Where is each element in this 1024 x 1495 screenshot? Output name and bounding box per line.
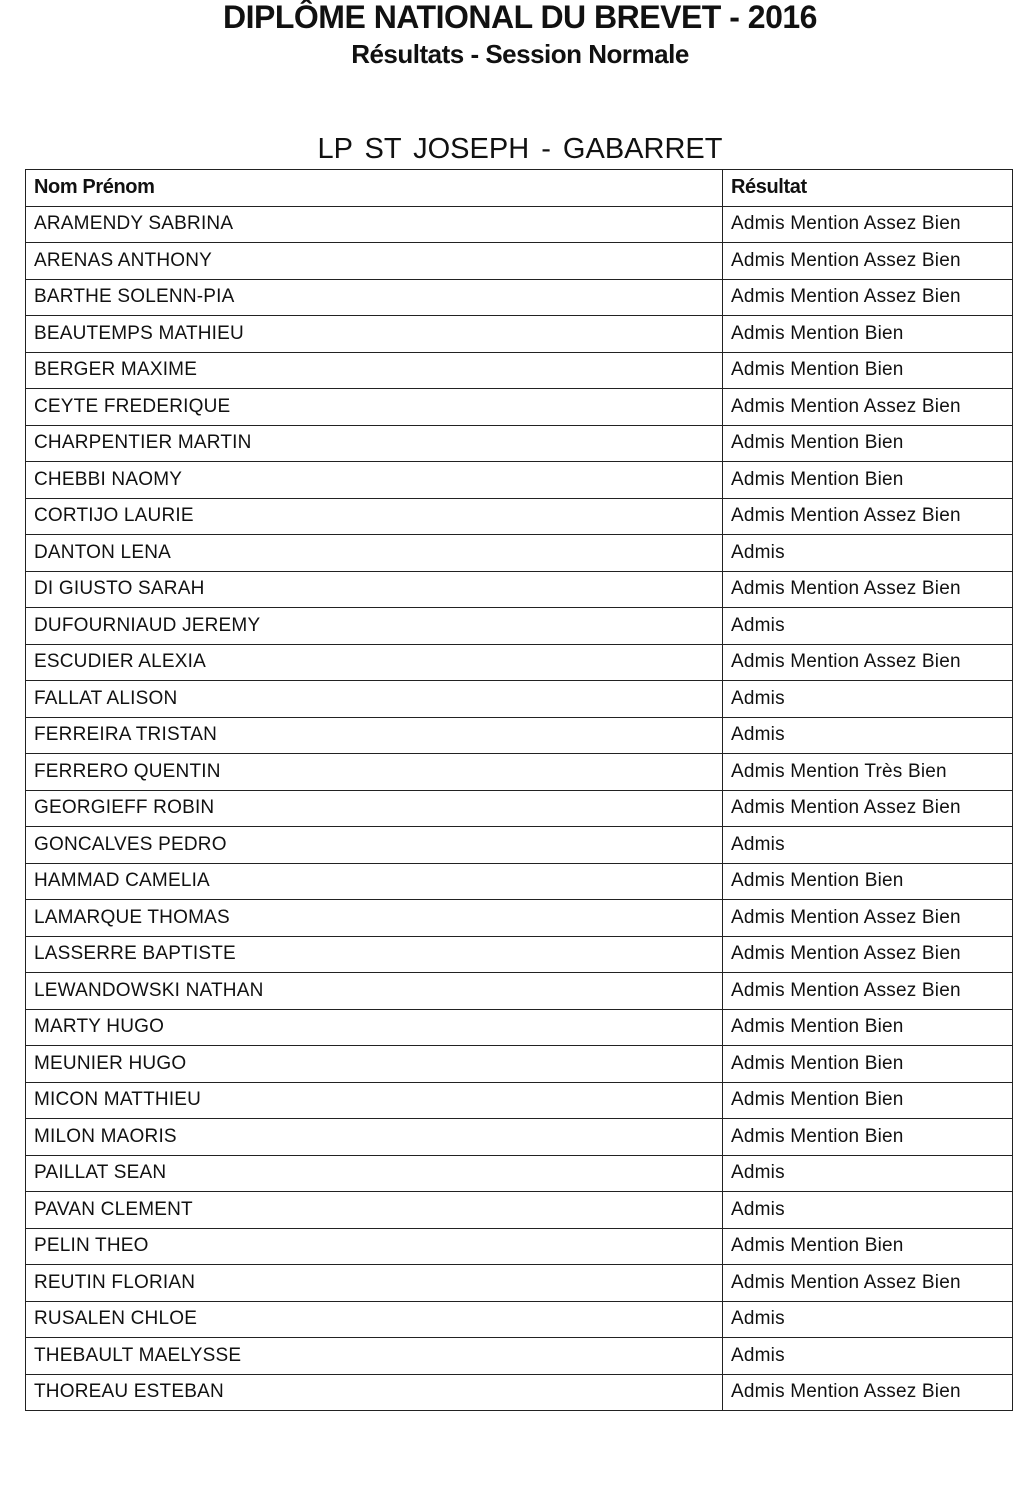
result-cell: Admis [723,717,1013,754]
table-row [26,644,1013,681]
table-row [26,608,1013,645]
result-cell: Admis [723,535,1013,572]
student-name-cell: PELIN THEO [26,1228,723,1265]
table-row [26,243,1013,280]
table-row [26,900,1013,937]
student-name-cell: REUTIN FLORIAN [26,1265,723,1302]
student-name-cell: BERGER MAXIME [26,352,723,389]
result-cell: Admis Mention Très Bien [723,754,1013,791]
student-name-cell: LAMARQUE THOMAS [26,900,723,937]
student-name-cell: CHEBBI NAOMY [26,462,723,499]
column-header-name: Nom Prénom [26,170,723,207]
school-name: LP ST JOSEPH - GABARRET [317,133,723,165]
result-cell: Admis Mention Assez Bien [723,206,1013,243]
document-subtitle: Résultats - Session Normale [351,39,689,69]
table-row [26,754,1013,791]
student-name-cell: MILON MAORIS [26,1119,723,1156]
result-cell: Admis Mention Bien [723,425,1013,462]
student-name-cell: BARTHE SOLENN-PIA [26,279,723,316]
student-name-cell: CHARPENTIER MARTIN [26,425,723,462]
table-row [26,1009,1013,1046]
result-cell: Admis [723,1338,1013,1375]
result-cell: Admis Mention Bien [723,1228,1013,1265]
table-row [26,498,1013,535]
table-row [26,790,1013,827]
student-name-cell: BEAUTEMPS MATHIEU [26,316,723,353]
column-header-result: Résultat [723,170,1013,207]
table-row [26,425,1013,462]
student-name-cell: MEUNIER HUGO [26,1046,723,1083]
table-row [26,827,1013,864]
table-row [26,389,1013,426]
table-row [26,1192,1013,1229]
result-cell: Admis Mention Bien [723,863,1013,900]
result-cell: Admis [723,1155,1013,1192]
student-name-cell: ARAMENDY SABRINA [26,206,723,243]
result-cell: Admis [723,608,1013,645]
table-row [26,1155,1013,1192]
result-cell: Admis Mention Bien [723,1082,1013,1119]
student-name-cell: DI GIUSTO SARAH [26,571,723,608]
result-cell: Admis Mention Bien [723,462,1013,499]
student-name-cell: HAMMAD CAMELIA [26,863,723,900]
student-name-cell: DUFOURNIAUD JEREMY [26,608,723,645]
student-name-cell: PAVAN CLEMENT [26,1192,723,1229]
result-cell: Admis Mention Assez Bien [723,1374,1013,1411]
table-row [26,535,1013,572]
student-name-cell: FERRERO QUENTIN [26,754,723,791]
table-row [26,279,1013,316]
result-cell: Admis Mention Bien [723,1119,1013,1156]
result-cell: Admis Mention Assez Bien [723,571,1013,608]
result-cell: Admis [723,827,1013,864]
student-name-cell: LASSERRE BAPTISTE [26,936,723,973]
table-row [26,1338,1013,1375]
result-cell: Admis Mention Bien [723,1046,1013,1083]
result-cell: Admis Mention Assez Bien [723,936,1013,973]
document-title: DIPLÔME NATIONAL DU BREVET - 2016 [223,0,817,35]
student-name-cell: MICON MATTHIEU [26,1082,723,1119]
table-row [26,681,1013,718]
student-name-cell: FALLAT ALISON [26,681,723,718]
result-cell: Admis Mention Bien [723,1009,1013,1046]
table-row [26,206,1013,243]
table-row [26,352,1013,389]
results-table-body [26,206,1013,1411]
student-name-cell: ESCUDIER ALEXIA [26,644,723,681]
table-row [26,571,1013,608]
result-cell: Admis [723,1192,1013,1229]
result-cell: Admis Mention Assez Bien [723,243,1013,280]
table-row [26,1046,1013,1083]
student-name-cell: LEWANDOWSKI NATHAN [26,973,723,1010]
table-row [26,936,1013,973]
table-row [26,1082,1013,1119]
table-row [26,863,1013,900]
result-cell: Admis Mention Bien [723,316,1013,353]
student-name-cell: GONCALVES PEDRO [26,827,723,864]
results-table [25,169,1013,1411]
table-row [26,1228,1013,1265]
result-cell: Admis [723,1301,1013,1338]
student-name-cell: DANTON LENA [26,535,723,572]
table-row [26,462,1013,499]
table-row [26,973,1013,1010]
student-name-cell: CEYTE FREDERIQUE [26,389,723,426]
student-name-cell: FERREIRA TRISTAN [26,717,723,754]
table-row [26,1265,1013,1302]
student-name-cell: MARTY HUGO [26,1009,723,1046]
result-cell: Admis Mention Assez Bien [723,973,1013,1010]
result-cell: Admis Mention Assez Bien [723,1265,1013,1302]
student-name-cell: THEBAULT MAELYSSE [26,1338,723,1375]
result-cell: Admis Mention Assez Bien [723,498,1013,535]
result-cell: Admis Mention Assez Bien [723,389,1013,426]
table-row [26,1119,1013,1156]
student-name-cell: ARENAS ANTHONY [26,243,723,280]
result-cell: Admis Mention Bien [723,352,1013,389]
student-name-cell: GEORGIEFF ROBIN [26,790,723,827]
result-cell: Admis Mention Assez Bien [723,900,1013,937]
student-name-cell: PAILLAT SEAN [26,1155,723,1192]
table-row [26,1301,1013,1338]
student-name-cell: CORTIJO LAURIE [26,498,723,535]
result-cell: Admis Mention Assez Bien [723,644,1013,681]
result-cell: Admis Mention Assez Bien [723,279,1013,316]
student-name-cell: THOREAU ESTEBAN [26,1374,723,1411]
result-cell: Admis [723,681,1013,718]
table-header-row [26,170,1013,207]
table-row [26,316,1013,353]
student-name-cell: RUSALEN CHLOE [26,1301,723,1338]
table-row [26,717,1013,754]
table-row [26,1374,1013,1411]
result-cell: Admis Mention Assez Bien [723,790,1013,827]
